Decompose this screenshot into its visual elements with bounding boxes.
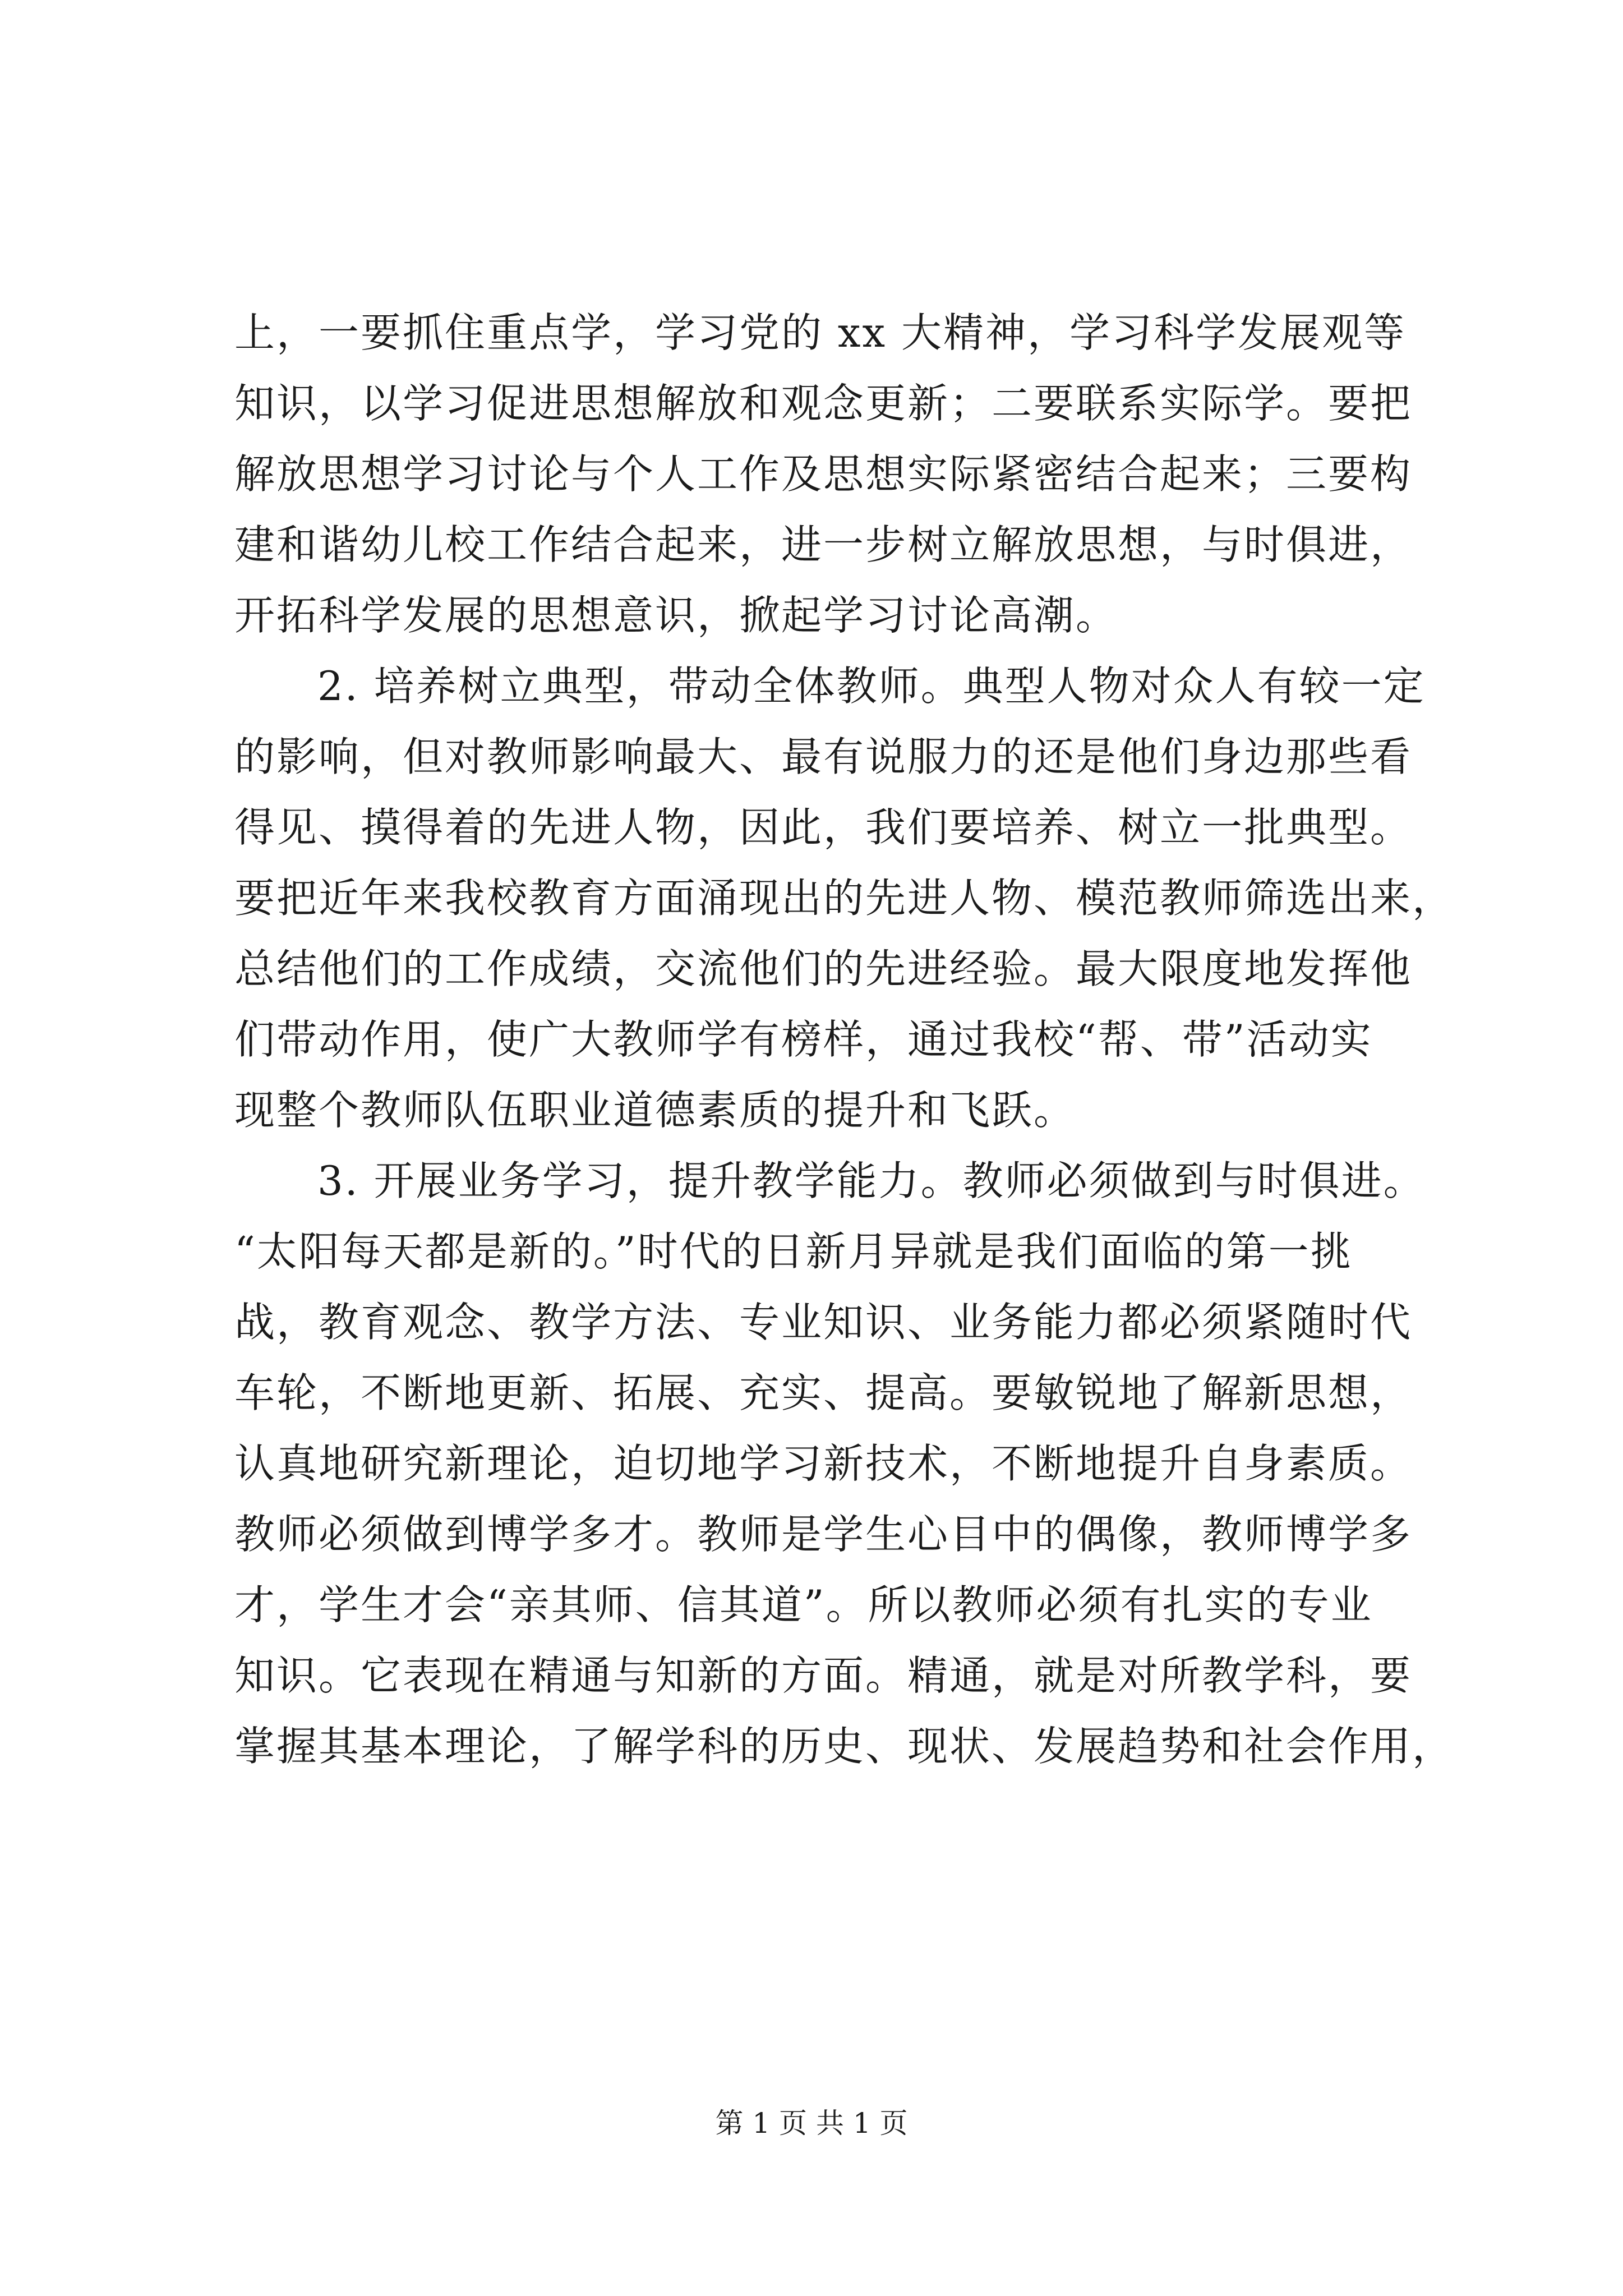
page-number-label: 第 1 页 共 1 页 — [715, 2107, 908, 2139]
body-line: 上，一要抓住重点学，学习党的 xx 大精神，学习科学发展观等 — [234, 309, 1406, 356]
document-body — [234, 297, 1455, 1782]
body-line: 车轮，不断地更新、拓展、充实、提高。要敏锐地了解新思想， — [234, 1369, 1413, 1416]
body-line: 知识。它表现在精通与知新的方面。精通，就是对所教学科，要 — [234, 1652, 1413, 1699]
body-line: 解放思想学习讨论与个人工作及思想实际紧密结合起来；三要构 — [234, 450, 1413, 498]
body-line: 开拓科学发展的思想意识，掀起学习讨论高潮。 — [234, 592, 1118, 639]
body-line: 知识，以学习促进思想解放和观念更新；二要联系实际学。要把 — [234, 380, 1413, 427]
paragraph-first-line: 3. 开展业务学习，提升教学能力。教师必须做到与时俱进。 — [317, 1157, 1426, 1204]
body-line: 要把近年来我校教育方面涌现出的先进人物、模范教师筛选出来， — [234, 875, 1455, 922]
page-footer — [0, 2106, 1623, 2140]
body-line: 认真地研究新理论，迫切地学习新技术，不断地提升自身素质。 — [234, 1440, 1413, 1487]
body-line: “太阳每天都是新的。”时代的日新月异就是我们面临的第一挑 — [234, 1228, 1353, 1275]
body-line: 战，教育观念、教学方法、专业知识、业务能力都必须紧随时代 — [234, 1299, 1413, 1346]
body-line: 的影响，但对教师影响最大、最有说服力的还是他们身边那些看 — [234, 733, 1413, 780]
body-line: 建和谐幼儿校工作结合起来，进一步树立解放思想，与时俱进， — [234, 521, 1413, 568]
body-line: 现整个教师队伍职业道德素质的提升和飞跃。 — [234, 1087, 1076, 1134]
paragraph-first-line: 2. 培养树立典型，带动全体教师。典型人物对众人有较一定 — [317, 662, 1426, 710]
body-line: 总结他们的工作成绩，交流他们的先进经验。最大限度地发挥他 — [234, 945, 1413, 992]
body-line: 们带动作用，使广大教师学有榜样，通过我校“帮、带”活动实 — [234, 1016, 1373, 1063]
body-line: 才，学生才会“亲其师、信其道”。所以教师必须有扎实的专业 — [234, 1581, 1373, 1628]
body-line: 得见、摸得着的先进人物，因此，我们要培养、树立一批典型。 — [234, 804, 1413, 851]
body-line: 教师必须做到博学多才。教师是学生心目中的偶像，教师博学多 — [234, 1511, 1413, 1558]
body-line: 掌握其基本理论，了解学科的历史、现状、发展趋势和社会作用， — [234, 1723, 1455, 1770]
